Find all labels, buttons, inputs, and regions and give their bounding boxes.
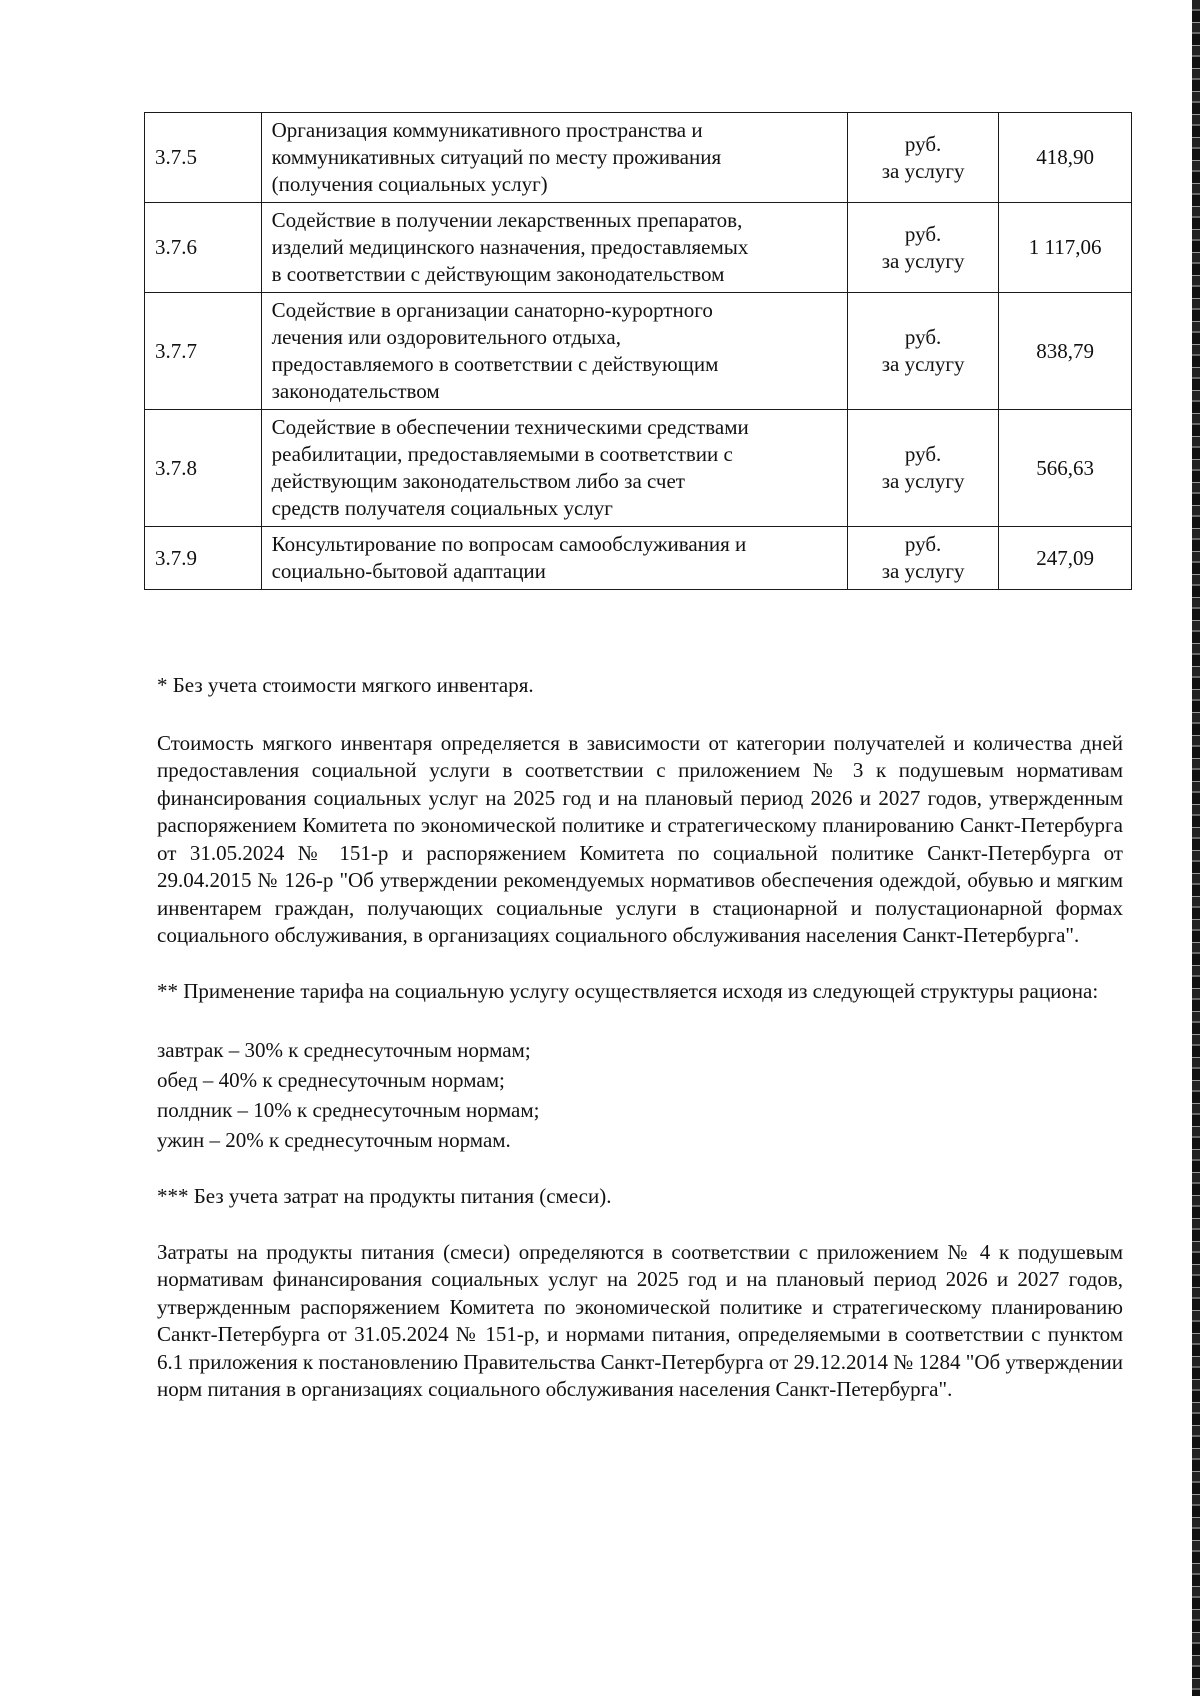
- service-name-line: Консультирование по вопросам самообслуживания и: [271, 532, 747, 556]
- service-code-cell: 3.7.5: [145, 113, 262, 203]
- unit-cell: [847, 293, 999, 410]
- service-name-line: законодательством: [271, 379, 440, 403]
- service-name-cell: [261, 203, 847, 293]
- unit-line: за услугу: [881, 469, 965, 493]
- price-cell: 838,79: [999, 293, 1132, 410]
- unit-cell: [847, 410, 999, 527]
- service-name-line: Содействие в организации санаторно-курортного: [271, 298, 713, 322]
- service-name-cell: [261, 410, 847, 527]
- unit-line: руб.: [904, 131, 942, 156]
- price-cell: 1 117,06: [999, 203, 1132, 293]
- price-cell: 418,90: [999, 113, 1132, 203]
- ration-item-breakfast: завтрак – 30% к среднесуточным нормам;: [157, 1038, 531, 1062]
- service-code-cell: 3.7.6: [145, 203, 262, 293]
- service-name-line: коммуникативных ситуаций по месту проживания: [271, 145, 722, 169]
- unit-line: за услугу: [881, 559, 965, 583]
- footnote-2: ** Применение тарифа на социальную услугу осуществляется исходя из следующей структуры рациона:: [157, 978, 1099, 1003]
- tariff-table: [144, 112, 1132, 590]
- unit-cell: [847, 527, 999, 590]
- service-code-cell: 3.7.9: [145, 527, 262, 590]
- service-name-line: лечения или оздоровительного отдыха,: [271, 325, 621, 349]
- unit-line: руб.: [904, 442, 942, 466]
- ration-item-lunch: обед – 40% к среднесуточным нормам;: [157, 1068, 505, 1092]
- table-row: [145, 293, 1132, 410]
- service-name-cell: [261, 293, 847, 410]
- service-name-cell: [261, 527, 847, 590]
- service-name-line: Содействие в получении лекарственных препаратов,: [271, 208, 743, 232]
- table-row: [145, 203, 1132, 293]
- service-name-line: средств получателя социальных услуг: [271, 496, 613, 520]
- price-cell: 566,63: [999, 410, 1132, 527]
- footnote-1: * Без учета стоимости мягкого инвентаря.: [157, 673, 534, 697]
- price-cell: 247,09: [999, 527, 1132, 590]
- service-name-line: Содействие в обеспечении техническими средствами: [271, 415, 749, 439]
- ration-item-dinner: ужин – 20% к среднесуточным нормам.: [157, 1128, 511, 1152]
- unit-cell: [847, 203, 999, 293]
- unit-line: руб.: [904, 532, 942, 556]
- unit-line: за услугу: [881, 248, 965, 273]
- unit-line: за услугу: [881, 158, 965, 183]
- service-name-cell: [261, 113, 847, 203]
- service-name-line: (получения социальных услуг): [271, 172, 548, 196]
- ration-item-snack: полдник – 10% к среднесуточным нормам;: [157, 1098, 540, 1122]
- table-row: [145, 113, 1132, 203]
- table-row: [145, 410, 1132, 527]
- footnote-3: *** Без учета затрат на продукты питания (смеси).: [157, 1184, 612, 1208]
- tariff-table-body: [145, 113, 1132, 590]
- scan-edge-artifact: [1192, 0, 1200, 1696]
- unit-line: руб.: [904, 325, 942, 349]
- footnote-1-explanation: Стоимость мягкого инвентаря определяется в зависимости от категории получателей и количества дней предоставления социальной услуги в соответствии с приложением № 3 к подушевым нормативам финансирования социальных услуг на 2025 год и на плановый период 2026 и 2027 годов, утвержденным распоряжением Комитета по экономической политике и стратегическому планированию Санкт-Петербурга от 31.05.2024 № 151-р и распоряжением Комитета по социальной политике Санкт-Петербурга от 29.04.2015 № 126-р "Об утверждении рекомендуемых нормативов обеспечения одеждой, обувью и мягким инвентарем граждан, получающих социальные услуги в стационарной и полустационарной формах социального обслуживания, в организациях социального обслуживания населения Санкт-Петербурга".: [157, 730, 1123, 947]
- table-row: [145, 527, 1132, 590]
- unit-line: за услугу: [881, 352, 965, 376]
- service-name-line: предоставляемого в соответствии с действующим: [271, 352, 719, 376]
- unit-line: руб.: [904, 221, 942, 246]
- service-code-cell: 3.7.8: [145, 410, 262, 527]
- service-name-line: действующим законодательством либо за счет: [271, 469, 685, 493]
- service-name-line: изделий медицинского назначения, предоставляемых: [271, 235, 749, 259]
- service-code-cell: 3.7.7: [145, 293, 262, 410]
- service-name-line: в соответствии с действующим законодательством: [271, 262, 725, 286]
- service-name-line: реабилитации, предоставляемыми в соответствии с: [271, 442, 733, 466]
- footnote-3-explanation: Затраты на продукты питания (смеси) определяются в соответствии с приложением № 4 к подушевым нормативам финансирования социальных услуг на 2025 год и на плановый период 2026 и 2027 годов, утвержденным распоряжением Комитета по экономической политике и стратегическому планированию Санкт-Петербурга от 31.05.2024 № 151-р, и нормами питания, определяемыми в соответствии с пунктом 6.1 приложения к постановлению Правительства Санкт-Петербурга от 29.12.2014 № 1284 "Об утверждении норм питания в организациях социального обслуживания населения Санкт-Петербурга".: [157, 1239, 1123, 1401]
- service-name-line: Организация коммуникативного пространства и: [271, 118, 703, 142]
- footnotes: [157, 672, 1123, 1404]
- ration-list: [157, 1035, 1123, 1155]
- unit-cell: [847, 113, 999, 203]
- service-name-line: социально-бытовой адаптации: [271, 559, 546, 583]
